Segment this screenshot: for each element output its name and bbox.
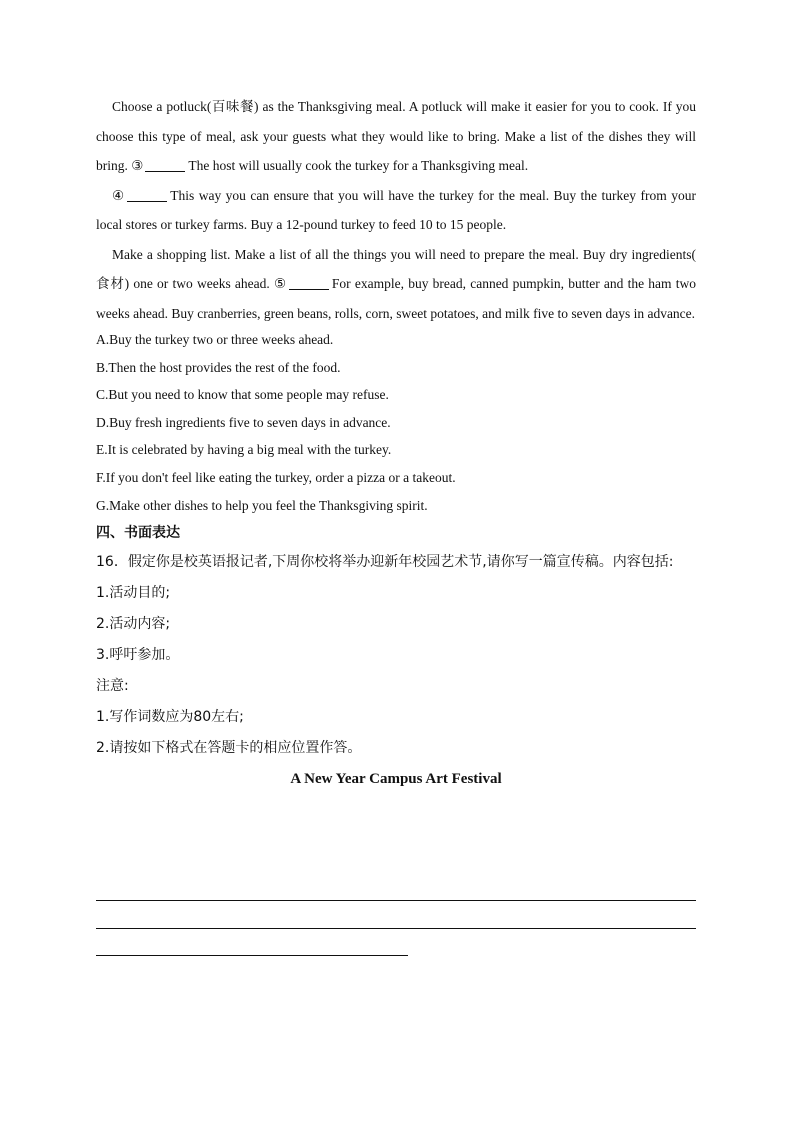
- paragraph-text: Make a shopping list. Make a list of all the things you will need to prepare the meal. Buy dry ingredients( 食材) one or two weeks ahead.: [96, 246, 696, 291]
- paragraph-text: For example, buy bread, canned pumpkin, butter and the ham two weeks ahead. Buy cranberries, green beans, rolls, corn, sweet potatoes, and milk five to seven days in advance.: [96, 276, 697, 321]
- paragraph-text: Choose a potluck(百味餐) as the Thanksgiving meal. A potluck will make it easier for you to cook. If you choose this type of meal, ask your guests what they would like to bring. Make a list of the dishes they will bring.: [96, 99, 696, 173]
- blank-number: ③: [131, 158, 144, 173]
- essay-title: A New Year Campus Art Festival: [290, 771, 502, 788]
- paragraph-text: This way you can ensure that you will have the turkey for the meal. Buy the turkey from your local stores or turkey farms. Buy a 12-pound turkey to feed 10 to 15 people.: [96, 187, 696, 232]
- section-heading: 四、书面表达: [96, 525, 180, 542]
- option-d: D.Buy fresh ingredients five to seven days in advance.: [96, 414, 391, 430]
- option-a: A.Buy the turkey two or three weeks ahead.: [96, 332, 334, 347]
- document-page: [96, 0, 696, 794]
- blank-number: ⑤: [273, 276, 287, 291]
- note-label: 注意:: [96, 678, 129, 695]
- paragraph-text: The host will usually cook the turkey for a Thanksgiving meal.: [188, 158, 529, 173]
- note-1: 1.写作词数应为80左右;: [96, 709, 244, 726]
- writing-question: 16．假定你是校英语报记者,下周你校将举办迎新年校园艺术节,请你写一篇宣传稿。内容包括:: [96, 554, 674, 571]
- answer-line-2[interactable]: [96, 928, 696, 929]
- answer-line-3[interactable]: [96, 955, 408, 956]
- option-c: C.But you need to know that some people may refuse.: [96, 387, 389, 403]
- note-2: 2.请按如下格式在答题卡的相应位置作答。: [96, 740, 362, 757]
- answer-blank[interactable]: [127, 187, 167, 202]
- passage-paragraph-2: [96, 181, 696, 240]
- answer-line-1[interactable]: [96, 900, 696, 901]
- passage-paragraph-3: [96, 240, 696, 329]
- option-e: E.It is celebrated by having a big meal with the turkey.: [96, 442, 392, 458]
- options-list: [96, 326, 696, 519]
- blank-number: ④: [112, 187, 126, 203]
- content-point-3: 3.呼吁参加。: [96, 647, 180, 664]
- content-point-2: 2.活动内容;: [96, 616, 171, 633]
- option-f: F.If you don't feel like eating the turkey, order a pizza or a takeout.: [96, 469, 456, 485]
- option-b: B.Then the host provides the rest of the food.: [96, 359, 341, 375]
- content-point-1: 1.活动目的;: [96, 585, 171, 602]
- option-g: G.Make other dishes to help you feel the Thanksgiving spirit.: [96, 497, 428, 513]
- answer-blank[interactable]: [145, 157, 185, 172]
- answer-blank[interactable]: [289, 275, 329, 290]
- passage-paragraph-1: [96, 92, 696, 181]
